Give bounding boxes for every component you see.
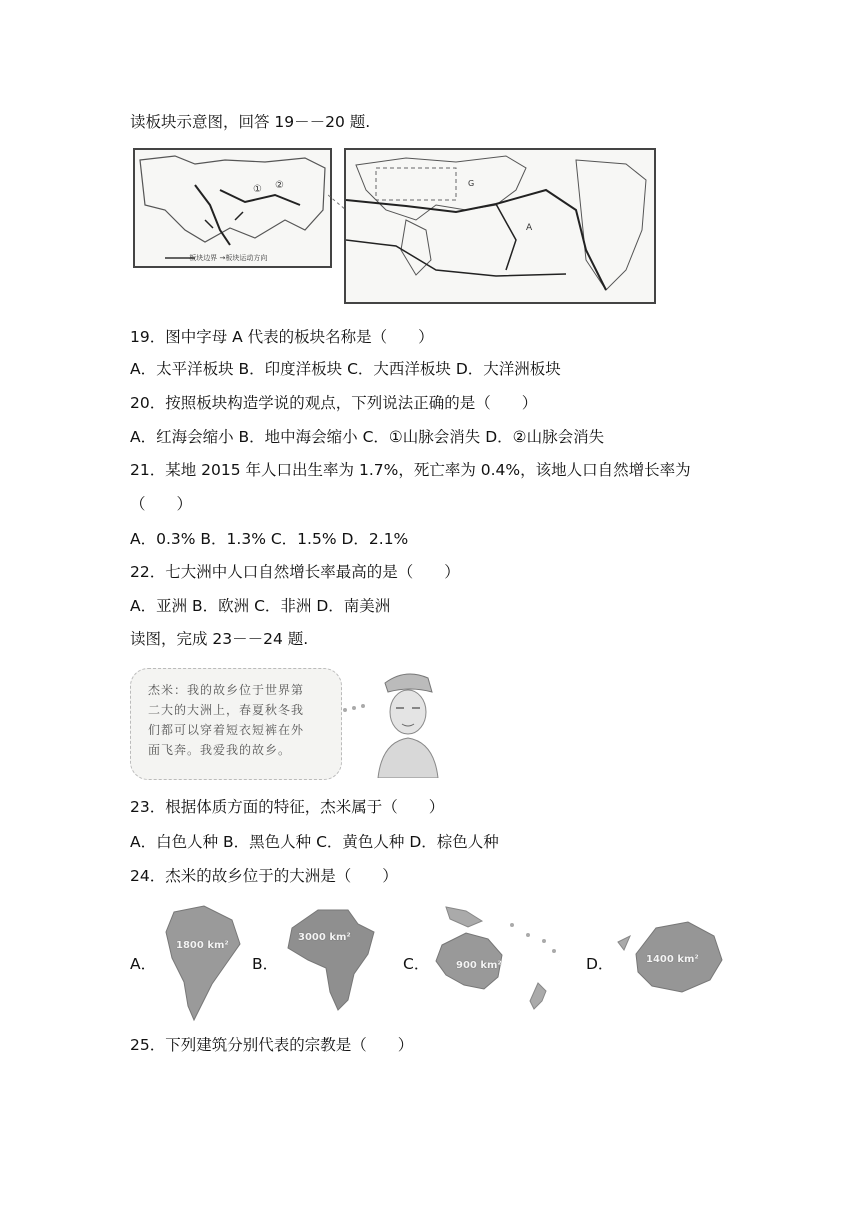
q24-option-a-letter: A．	[130, 955, 157, 973]
q21-stem-bracket: （ ）	[130, 495, 193, 513]
circle-1-label: ①	[253, 184, 262, 195]
plate-g-label: G	[468, 179, 475, 188]
circle-2-label: ②	[275, 180, 284, 191]
speech-text: 杰米：我的故乡位于世界第 二大的大洲上，春夏秋冬我 们都可以穿着短衣短裤在外 面飞奔。我爱我的故乡。	[148, 683, 305, 757]
plate-map-regional	[133, 148, 332, 268]
q23-options: A．白色人种 B．黑色人种 C．黄色人种 D．棕色人种	[130, 833, 499, 851]
intro-jamie: 读图，完成 23－－24 题.	[130, 630, 309, 648]
q21-stem: 21．某地 2015 年人口出生率为 1.7%，死亡率为 0.4%，该地人口自然增长率为	[130, 461, 691, 479]
q21-options: A．0.3% B．1.3% C．1.5% D．2.1%	[130, 530, 409, 548]
plate-a-label: A	[526, 223, 533, 233]
q22-options: A．亚洲 B．欧洲 C．非洲 D．南美洲	[130, 597, 391, 615]
q20-stem: 20．按照板块构造学说的观点，下列说法正确的是（ ）	[130, 394, 538, 412]
intro-plate-map: 读板块示意图，回答 19－－20 题.	[130, 113, 371, 131]
world-map-drawing	[346, 150, 654, 302]
q25-stem: 25．下列建筑分别代表的宗教是（ ）	[130, 1036, 414, 1054]
regional-map-drawing	[135, 150, 330, 266]
q24-option-b-letter: B．	[252, 955, 279, 973]
map-connector	[328, 190, 348, 220]
q24-option-c-letter: C．	[403, 955, 430, 973]
thought-dots	[340, 700, 370, 720]
q24-option-c-area: 900 km²	[456, 960, 502, 971]
q24-option-d-area: 1400 km²	[646, 954, 699, 965]
q24-option-b-area: 3000 km²	[298, 932, 351, 943]
q19-stem: 19．图中字母 A 代表的板块名称是（ ）	[130, 328, 434, 346]
q24-option-d-letter: D．	[586, 955, 614, 973]
q24-option-c-map[interactable]	[428, 905, 578, 1015]
jamie-figure	[370, 668, 440, 778]
q24-option-a-map[interactable]	[160, 902, 245, 1024]
q20-options: A．红海会缩小 B．地中海会缩小 C．①山脉会消失 D．②山脉会消失	[130, 428, 605, 446]
q24-option-b-map[interactable]	[282, 902, 382, 1014]
map-legend: —— 板块边界 →板块运动方向	[173, 254, 268, 262]
q24-option-a-area: 1800 km²	[176, 940, 229, 951]
plate-map-world	[344, 148, 656, 304]
q22-stem: 22．七大洲中人口自然增长率最高的是（ ）	[130, 563, 460, 581]
q19-options: A．太平洋板块 B．印度洋板块 C．大西洋板块 D．大洋洲板块	[130, 360, 561, 378]
q23-stem: 23．根据体质方面的特征，杰米属于（ ）	[130, 798, 445, 816]
q24-stem: 24．杰米的故乡位于的大洲是（ ）	[130, 867, 398, 885]
